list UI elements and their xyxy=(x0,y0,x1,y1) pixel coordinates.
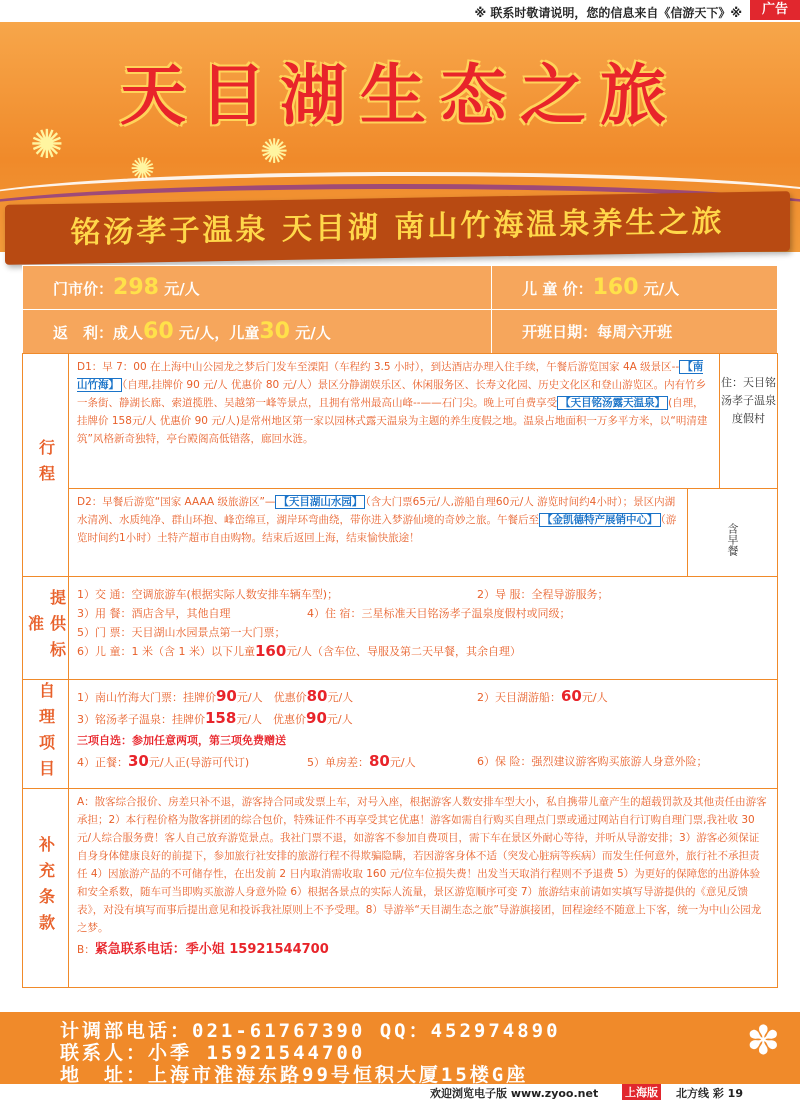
firework-icon: ✺ xyxy=(30,122,64,168)
supplement-section: 补充条款 A：散客综合报价、房差只补不退，游客持合同或发票上车，对号入座，根据游客人数安排车型大小，私自携带儿童产生的超载罚款及其他责任由游客承担；2）本行程价格为散客拼团的综合包价，特殊证件不再享受其它优惠！游客如需自行购买自理点门票或通过网站自行订购自理门票,我社收 30 元/人综合服务费！客人自己放弃游览景点。我社门票不退，如游客不参加自费项目，需下车在景区外耐心等待，并听从导游安排；3）游客必须保证自身身体健康良好的前提下，参加旅行社安排的旅游行程不得欺骗隐瞒，若因游客身体不适（突发心脏病等疾病）而发生任何意外，旅行社不承担责任 4）因旅游产品的不可储存性，在出发前 2 日内取消需收取 160 元/位车位损失费！出发当天取消行程则不予退费 5）为更好的保障您的出游体验和安全系数，随车可当即购买旅游人身意外险 6）根据各景点的实际人流量，景区游览顺序可变 7）旅游结束前请如实填写导游提供的《意见反馈表》，对没有填写而事后提出意见和投诉我社原则上不予受理。8）导游举“天目湖生态之旅”导游旗接团，回程途经不随意上下客，统一为中山公园龙之梦。 B：紧急联系电话：季小姐 15921544700 xyxy=(22,788,778,988)
contact-person: 联系人：小季 15921544700 xyxy=(60,1042,366,1064)
section-label: 提供标准 xyxy=(23,577,69,679)
day2: D2：早餐后游览“国家 AAAA 级旅游区”— 【天目湖山水园】 （含大门票65元/人,游船自理60元/人 游览时间约4小时）；景区内湖水清冽、水质纯净、群山环抱、峰峦绵亘，湖岸环弯曲绕，带你进入梦游仙境的奇妙之旅。午餐后至 【金凯德特产展销中心】 （游览时间约1小时）土特产超市自由购物。结束后返回上海，结束愉快旅途！ 含早餐 xyxy=(69,489,777,577)
page-number: 北方线 彩 19 xyxy=(676,1087,743,1100)
source-notice: ※ 联系时敬请说明，您的信息来自《信游天下》※ xyxy=(474,6,742,20)
price-table xyxy=(22,265,778,354)
dandelion-icon: ✽ xyxy=(746,1018,780,1064)
section-label: 自理项目 xyxy=(23,680,69,788)
standard-section: 提供标准 1）交 通：空调旅游车(根据实际人数安排车辆车型)； 2）导 服：全程导游服务； 3）用 餐：酒店含早，其他自理 4）住 宿：三星标准天目铭汤孝子温泉度假村或同级； 5）门 票：天目湖山水园景点第一大门票； 6）儿 童：1 米（含 1 米）以下儿童 160 元/人（含车位、导服及第二天早餐，其余自理） xyxy=(22,576,778,680)
door-price: 门市价：298 元/人 xyxy=(23,266,492,310)
edition-tag: 上海版 xyxy=(622,1084,661,1100)
meal-note: 含早餐 xyxy=(687,489,745,577)
firework-icon: ✺ xyxy=(130,152,156,187)
subtitle-banner xyxy=(5,191,790,265)
contact-footer xyxy=(0,1012,800,1084)
stay-note: 住：天目铭汤孝子温泉度假村 xyxy=(719,354,777,489)
optional-section: 自理项目 1）南山竹海大门票：挂牌价90元/人 优惠价80元/人 2）天目湖游船：60元/人 3）铭汤孝子温泉：挂牌价158元/人 优惠价90元/人 三项自选：参加任意两项，第三项免费赠送 4）正餐：30元/人正(导游可代订) 5）单房差：80元/人 6）保 险：强烈建议游客购买旅游人身意外险； xyxy=(22,679,778,789)
content xyxy=(22,265,778,988)
address: 地 址：上海市淮海东路99号恒积大厦15楼G座 xyxy=(60,1064,529,1086)
firework-icon: ✺ xyxy=(260,132,289,172)
section-label: 补充条款 xyxy=(23,789,69,987)
terms-text: A：散客综合报价、房差只补不退，游客持合同或发票上车，对号入座，根据游客人数安排车型大小，私自携带儿童产生的超载罚款及其他责任由游客承担；2）本行程价格为散客拼团的综合包价，特殊证件不再享受其它优惠！游客如需自行购买自理点门票或通过网站自行订购自理门票,我社收 30 元/人综合服务费！客人自己放弃游览景点。我社门票不退，如游客不参加自费项目，需下车在景区外耐心等待，并听从导游安排；3）游客必须保证自身身体健康良好的前提下，参加旅行社安排的旅游行程不得欺骗隐瞒，若因游客身体不适（突发心脏病等疾病）而发生任何意外，旅行社不承担责任 4）因旅游产品的不可储存性，在出发前 2 日内取消需收取 160 元/位车位损失费！出发当天取消行程则不予退费 5）为更好的保障您的出游体验和安全系数，随车可当即购买旅游人身意外险 6）根据各景点的实际人流量，景区游览顺序可变 7）旅游结束前请如实填写导游提供的《意见反馈表》，对没有填写而事后提出意见和投诉我社原则上不予受理。8）导游举“天目湖生态之旅”导游旗接团，回程途经不随意上下客，统一为中山公园龙之梦。 xyxy=(77,796,767,934)
emergency-contact: 紧急联系电话：季小姐 15921544700 xyxy=(94,942,329,957)
schedule: 开班日期：每周六开班 xyxy=(492,310,778,354)
ad-badge: 广告 xyxy=(750,0,800,20)
top-bar xyxy=(0,0,800,22)
child-price: 儿 童 价：160 元/人 xyxy=(492,266,778,310)
subtitle: 铭汤孝子温泉 天目湖 南山竹海温泉养生之旅 xyxy=(70,204,725,251)
website-link[interactable]: 欢迎浏览电子版 www.zyoo.net xyxy=(430,1087,599,1100)
page-footer xyxy=(0,1084,800,1100)
page-title: 天目湖生态之旅 xyxy=(120,56,680,134)
rebate: 返 利：成人60 元/人，儿童30 元/人 xyxy=(23,310,492,354)
day1: D1：早 7：00 在上海中山公园龙之梦后门发车至溧阳（车程约 3.5 小时），到达酒店办理入住手续，午餐后游览国家 4A 级景区-- 【南山竹海】 （自理,挂牌价 90 元/人 优惠价 80 元/人）景区分静湖娱乐区、休闲服务区、长寿文化园、历史文化区和登山游览区。内有竹乡一条街、静湖长廊、索道揽胜、吴越第一峰等景点，且拥有常州最高山峰--——石门尖。晚上可自费享受 【天目铭汤露天温泉】 (自理，挂牌价 158元/人 优惠价 90 元/人)是常州地区第一家以园林式露天温泉为主题的养生度假之地。温泉占地面积一万多平方米，以“明清建筑”风格新奇独特，亭台殿阁高低错落，廊回水涟。 住：天目铭汤孝子温泉度假村 xyxy=(69,354,777,489)
dispatch-phone: 计调部电话：021-61767390 QQ：452974890 xyxy=(60,1020,561,1042)
promo-text: 三项自选：参加任意两项，第三项免费赠送 xyxy=(77,734,286,747)
section-label: 行程 xyxy=(23,354,69,576)
itinerary-section xyxy=(22,353,778,577)
